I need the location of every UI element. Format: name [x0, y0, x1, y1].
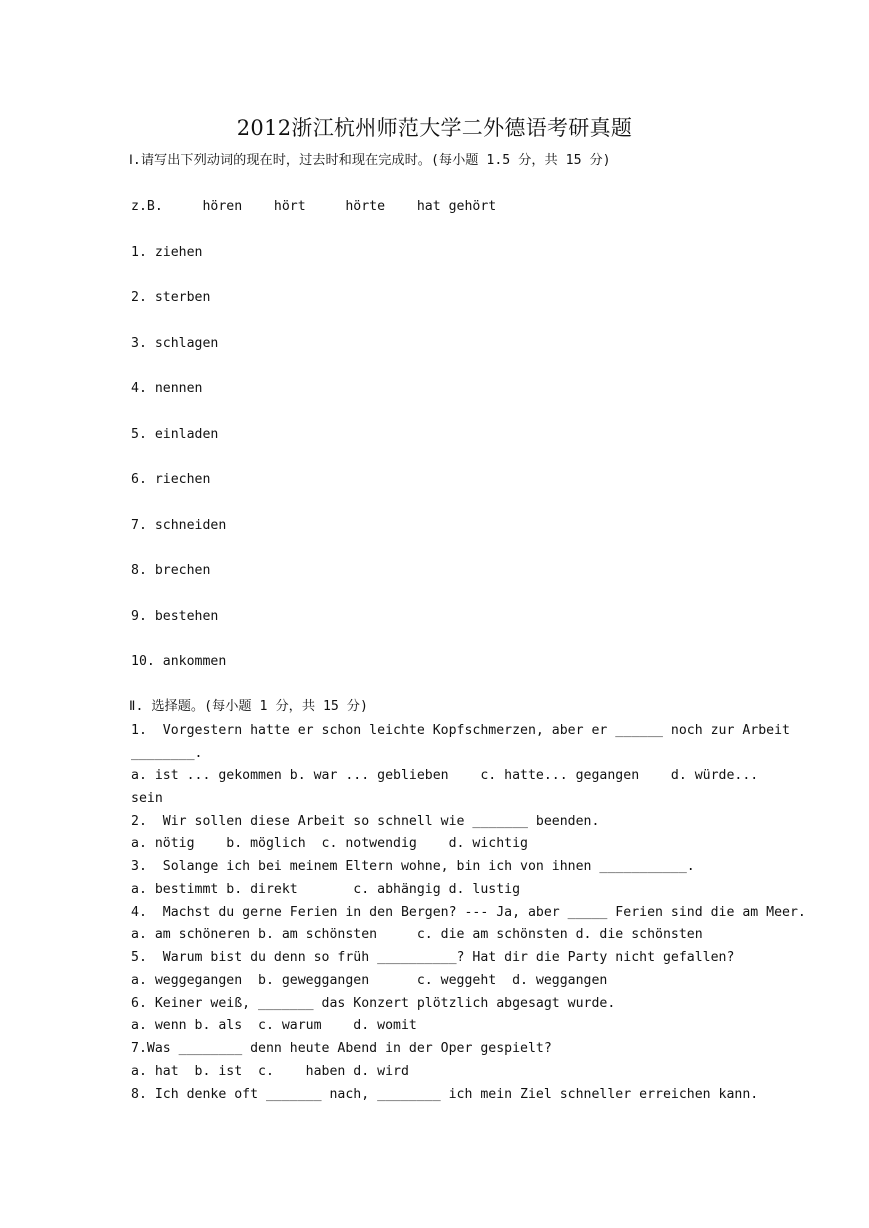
question-7-options: a. hat b. ist c. haben d. wird — [131, 1064, 409, 1079]
example-line: z.B. hören hört hörte hat gehört — [131, 199, 497, 214]
question-3-line: 3. Solange ich bei meinem Eltern wohne, bin ich von ihnen ___________. — [131, 859, 695, 874]
verb-item-9: 9. bestehen — [131, 609, 219, 624]
question-2-line: 2. Wir sollen diese Arbeit so schnell wie _______ beenden. — [131, 814, 600, 829]
section-1-heading: Ⅰ.请写出下列动词的现在时，过去时和现在完成时。(每小题 1.5 分，共 15 分) — [129, 153, 611, 168]
question-2-options: a. nötig b. möglich c. notwendig d. wichtig — [131, 836, 528, 851]
question-4-options: a. am schöneren b. am schönsten c. die am schönsten d. die schönsten — [131, 927, 703, 942]
question-4-line: 4. Machst du gerne Ferien in den Bergen? --- Ja, aber _____ Ferien sind die am Meer. — [131, 905, 806, 920]
question-7-line: 7.Was ________ denn heute Abend in der Oper gespielt? — [131, 1041, 552, 1056]
section-2-heading: Ⅱ. 选择题。(每小题 1 分，共 15 分) — [129, 699, 368, 714]
verb-item-4: 4. nennen — [131, 381, 203, 396]
verb-item-2: 2. sterben — [131, 290, 211, 305]
verb-item-1: 1. ziehen — [131, 245, 203, 260]
question-5-options: a. weggegangen b. geweggangen c. weggeht d. weggangen — [131, 973, 608, 988]
question-6-options: a. wenn b. als c. warum d. womit — [131, 1018, 417, 1033]
question-5-line: 5. Warum bist du denn so früh __________? Hat dir die Party nicht gefallen? — [131, 950, 735, 965]
question-6-line: 6. Keiner weiß, _______ das Konzert plötzlich abgesagt wurde. — [131, 996, 616, 1011]
question-1-continuation: ________. — [131, 746, 203, 761]
question-8-line: 8. Ich denke oft _______ nach, ________ ich mein Ziel schneller erreichen kann. — [131, 1087, 759, 1102]
verb-item-7: 7. schneiden — [131, 518, 227, 533]
question-1-options-continuation: sein — [131, 791, 163, 806]
question-3-options: a. bestimmt b. direkt c. abhängig d. lustig — [131, 882, 521, 897]
verb-item-3: 3. schlagen — [131, 336, 219, 351]
verb-item-8: 8. brechen — [131, 563, 211, 578]
question-1-line: 1. Vorgestern hatte er schon leichte Kopfschmerzen, aber er ______ noch zur Arbeit — [131, 723, 790, 738]
question-1-options: a. ist ... gekommen b. war ... geblieben c. hatte... gegangen d. würde... — [131, 768, 759, 783]
verb-item-10: 10. ankommen — [131, 654, 227, 669]
document-title: 2012浙江杭州师范大学二外德语考研真题 — [236, 116, 633, 140]
verb-item-5: 5. einladen — [131, 427, 219, 442]
verb-item-6: 6. riechen — [131, 472, 211, 487]
